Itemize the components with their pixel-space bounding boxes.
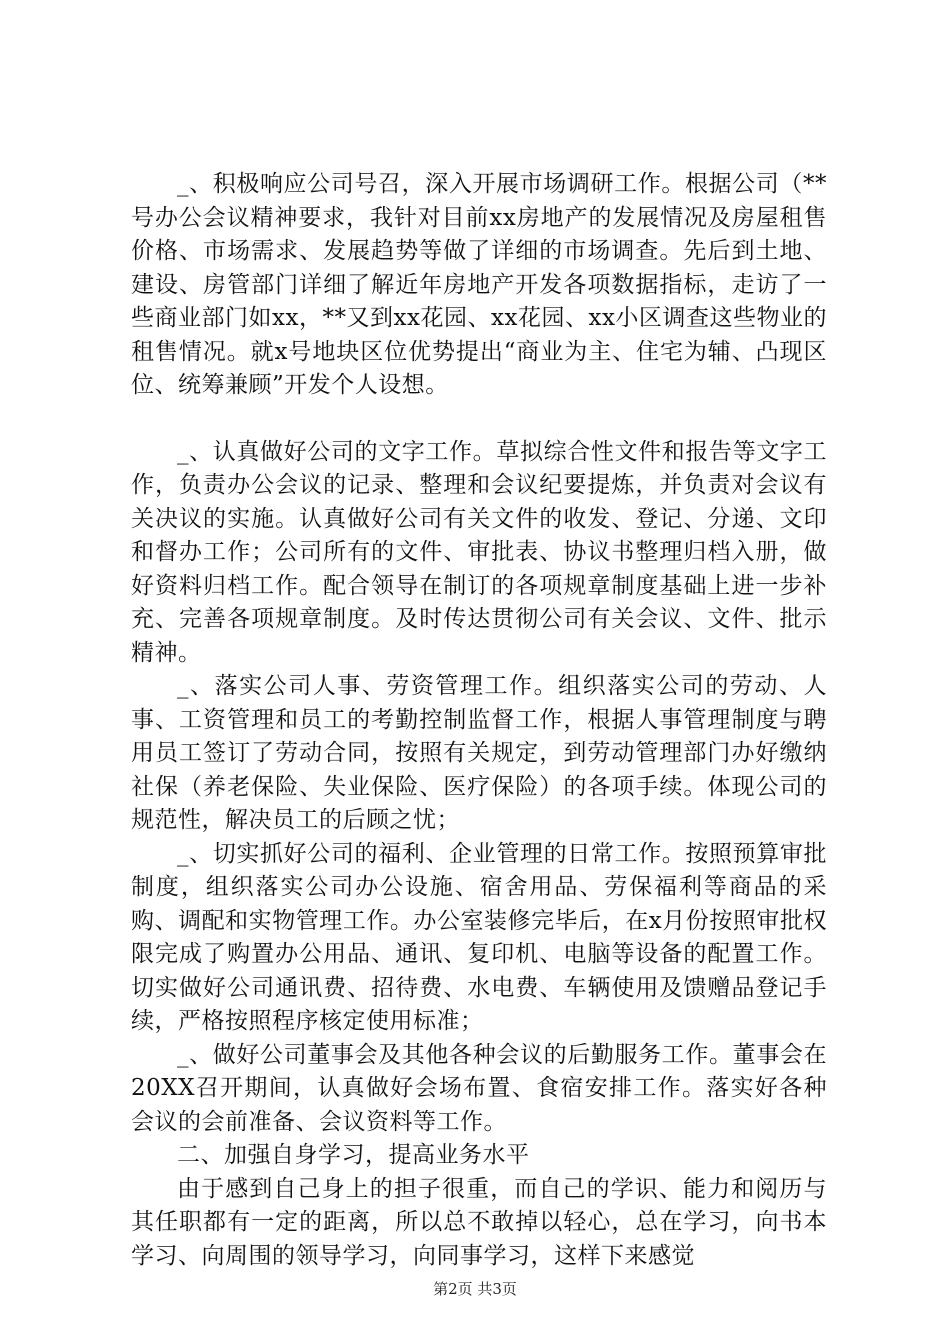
paragraph-self-study: 由于感到自己身上的担子很重，而自己的学识、能力和阅历与其任职都有一定的距离，所以总不敢掉以轻心，总在学习，向书本学习、向周围的领导学习，向同事学习，这样下来感觉 (131, 1175, 827, 1269)
page-number-footer: 第2页 共3页 (433, 1280, 517, 1298)
section-heading-self-study: 二、加强自身学习，提高业务水平 (177, 1142, 530, 1168)
document-body (131, 168, 827, 1273)
paragraph-writing-work: _、认真做好公司的文字工作。草拟综合性文件和报告等文字工作，负责办公会议的记录、整理和会议纪要提炼，并负责对会议有关决议的实施。认真做好公司有关文件的收发、登记、分递、文印和督办工作；公司所有的文件、审批表、协议书整理归档入册，做好资料归档工作。配合领导在制订的各项规章制度基础上进一步补充、完善各项规章制度。及时传达贯彻公司有关会议、文件、批示精神。 (131, 438, 827, 666)
paragraph-market-research: _、积极响应公司号召，深入开展市场调研工作。根据公司（**号办公会议精神要求，我针对目前xx房地产的发展情况及房屋租售价格、市场需求、发展趋势等做了详细的市场调查。先后到土地、建设、房管部门详细了解近年房地产开发各项数据指标，走访了一些商业部门如xx，**又到xx花园、xx花园、xx小区调查这些物业的租售情况。就x号地块区位优势提出“商业为主、住宅为辅、凸现区位、统筹兼顾”开发个人设想。 (131, 171, 827, 398)
paragraph-welfare-management: _、切实抓好公司的福利、企业管理的日常工作。按照预算审批制度，组织落实公司办公设施、宿舍用品、劳保福利等商品的采购、调配和实物管理工作。办公室装修完毕后，在x月份按照审批权限完成了购置办公用品、通讯、复印机、电脑等设备的配置工作。切实做好公司通讯费、招待费、水电费、车辆使用及馈赠品登记手续，严格按照程序核定使用标准； (131, 840, 827, 1034)
paragraph-spacer (131, 403, 827, 436)
paragraph-personnel-management: _、落实公司人事、劳资管理工作。组织落实公司的劳动、人事、工资管理和员工的考勤控制监督工作，根据人事管理制度与聘用员工签订了劳动合同，按照有关规定，到劳动管理部门办好缴纳社保（养老保险、失业保险、医疗保险）的各项手续。体现公司的规范性，解决员工的后顾之忧； (131, 673, 827, 833)
paragraph-meeting-logistics: _、做好公司董事会及其他各种会议的后勤服务工作。董事会在20XX召开期间，认真做好会场布置、食宿安排工作。落实好各种会议的会前准备、会议资料等工作。 (131, 1041, 827, 1135)
